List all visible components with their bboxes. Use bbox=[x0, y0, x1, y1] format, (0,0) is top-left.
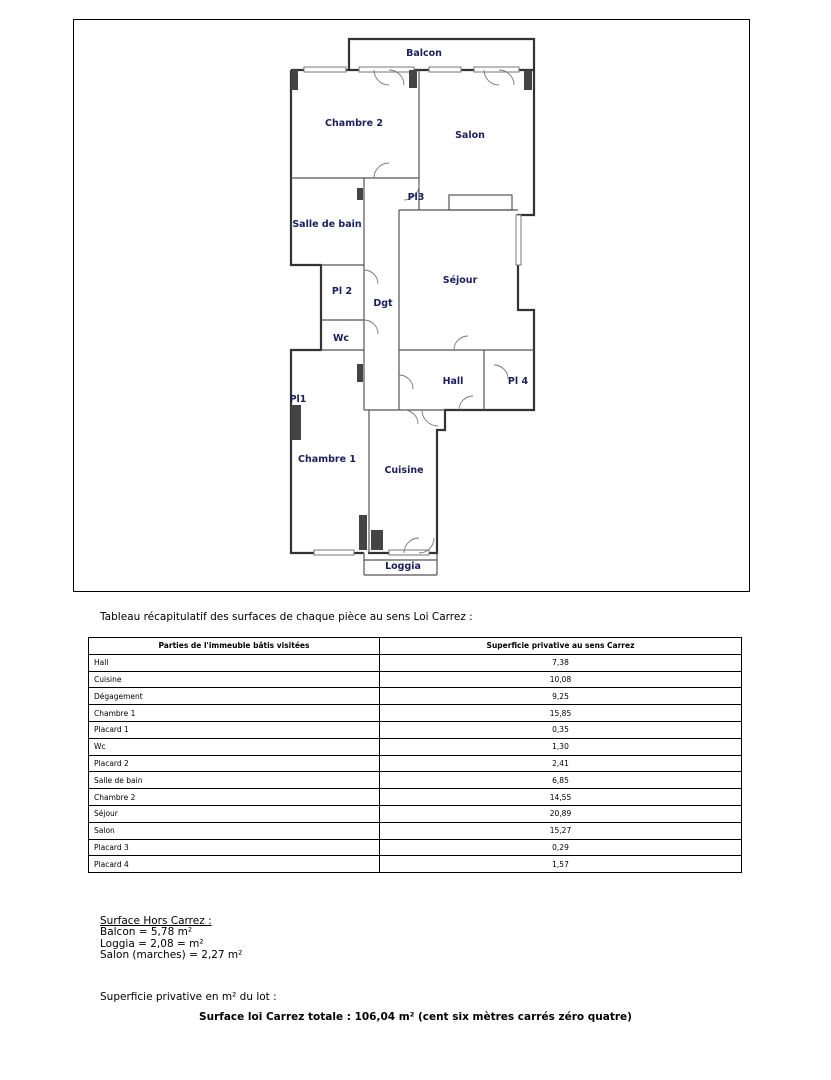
wall-block bbox=[357, 364, 363, 382]
room-name-cell: Hall bbox=[89, 654, 380, 671]
intro-text: Tableau récapitulatif des surfaces de chaque pièce au sens Loi Carrez : bbox=[100, 611, 473, 623]
window bbox=[359, 67, 414, 72]
room-name-cell: Dégagement bbox=[89, 688, 380, 705]
wall-block bbox=[359, 515, 367, 550]
door bbox=[364, 270, 378, 284]
room-label-salle-de-bain: Salle de bain bbox=[292, 219, 362, 230]
room-name-cell: Cuisine bbox=[89, 671, 380, 688]
superficie-label: Superficie privative en m² du lot : bbox=[100, 991, 277, 1003]
table-row bbox=[89, 688, 742, 705]
room-label-balcon: Balcon bbox=[406, 48, 442, 59]
table-row bbox=[89, 839, 742, 856]
room-name-cell: Placard 3 bbox=[89, 839, 380, 856]
room-label-salon: Salon bbox=[455, 130, 485, 141]
window bbox=[304, 67, 346, 72]
surface-value-cell: 9,25 bbox=[380, 688, 742, 705]
window bbox=[314, 550, 354, 555]
hors-carrez-line: Balcon = 5,78 m² bbox=[100, 926, 193, 939]
floor-plan-frame bbox=[73, 19, 750, 592]
room-name-cell: Salle de bain bbox=[89, 772, 380, 789]
hors-carrez-block bbox=[100, 916, 242, 961]
door bbox=[399, 375, 413, 389]
room-label-pl3: Pl3 bbox=[407, 192, 425, 203]
surface-value-cell: 6,85 bbox=[380, 772, 742, 789]
surface-value-cell: 0,35 bbox=[380, 721, 742, 738]
steps bbox=[449, 195, 512, 210]
carrez-table bbox=[88, 637, 742, 873]
table-row bbox=[89, 755, 742, 772]
room-label-chambre1: Chambre 1 bbox=[298, 454, 356, 465]
room-label-pl1: Pl1 bbox=[289, 394, 307, 405]
room-name-cell: Placard 1 bbox=[89, 721, 380, 738]
surface-value-cell: 20,89 bbox=[380, 805, 742, 822]
window bbox=[474, 67, 519, 72]
table-row bbox=[89, 772, 742, 789]
table-row bbox=[89, 705, 742, 722]
door bbox=[454, 336, 468, 350]
wall-block bbox=[357, 188, 363, 200]
hors-carrez-line: Loggia = 2,08 = m² bbox=[100, 937, 204, 950]
table-header-row bbox=[89, 638, 742, 655]
surface-value-cell: 1,30 bbox=[380, 738, 742, 755]
room-name-cell: Placard 2 bbox=[89, 755, 380, 772]
door bbox=[404, 410, 418, 424]
room-name-cell: Placard 4 bbox=[89, 856, 380, 873]
room-name-cell: Chambre 2 bbox=[89, 789, 380, 806]
floor-plan bbox=[74, 20, 751, 593]
room-name-cell: Séjour bbox=[89, 805, 380, 822]
surface-value-cell: 7,38 bbox=[380, 654, 742, 671]
surface-value-cell: 14,55 bbox=[380, 789, 742, 806]
table-row bbox=[89, 738, 742, 755]
room-label-wc: Wc bbox=[332, 333, 350, 344]
window bbox=[516, 215, 521, 265]
outer-wall bbox=[291, 70, 364, 553]
surface-value-cell: 1,57 bbox=[380, 856, 742, 873]
table-row bbox=[89, 805, 742, 822]
table-row bbox=[89, 822, 742, 839]
surface-value-cell: 15,85 bbox=[380, 705, 742, 722]
surface-value-cell: 0,29 bbox=[380, 839, 742, 856]
room-label-cuisine: Cuisine bbox=[384, 465, 424, 476]
column-header-parties: Parties de l'immeuble bâtis visitées bbox=[89, 638, 380, 655]
room-label-hall: Hall bbox=[442, 376, 464, 387]
table-row bbox=[89, 671, 742, 688]
door bbox=[422, 410, 438, 426]
hors-carrez-line: Salon (marches) = 2,27 m² bbox=[100, 948, 243, 961]
hors-carrez-title: Surface Hors Carrez : bbox=[100, 915, 212, 927]
wall-block bbox=[291, 405, 301, 440]
wall-block bbox=[524, 70, 532, 90]
room-label-dgt: Dgt bbox=[373, 298, 393, 309]
table-body bbox=[89, 654, 742, 872]
column-header-superficie: Superficie privative au sens Carrez bbox=[380, 638, 742, 655]
room-name-cell: Wc bbox=[89, 738, 380, 755]
door bbox=[494, 365, 508, 379]
table-row bbox=[89, 789, 742, 806]
table-row bbox=[89, 654, 742, 671]
surface-value-cell: 10,08 bbox=[380, 671, 742, 688]
door bbox=[459, 396, 473, 410]
table-row bbox=[89, 856, 742, 873]
table-row bbox=[89, 721, 742, 738]
surface-value-cell: 2,41 bbox=[380, 755, 742, 772]
window bbox=[429, 67, 461, 72]
total-surface: Surface loi Carrez totale : 106,04 m² (cent six mètres carrés zéro quatre) bbox=[199, 1011, 632, 1023]
room-label-loggia: Loggia bbox=[385, 561, 421, 572]
wall-block bbox=[409, 70, 417, 88]
surface-value-cell: 15,27 bbox=[380, 822, 742, 839]
wall-block bbox=[291, 70, 298, 90]
room-name-cell: Chambre 1 bbox=[89, 705, 380, 722]
room-label-pl2: Pl 2 bbox=[331, 286, 353, 297]
wall-block bbox=[371, 530, 383, 550]
room-label-chambre2: Chambre 2 bbox=[325, 118, 383, 129]
outer-wall bbox=[368, 70, 534, 553]
room-name-cell: Salon bbox=[89, 822, 380, 839]
room-label-pl4: Pl 4 bbox=[507, 376, 529, 387]
door bbox=[364, 320, 378, 334]
door bbox=[374, 163, 389, 178]
room-label-sejour: Séjour bbox=[442, 275, 478, 286]
